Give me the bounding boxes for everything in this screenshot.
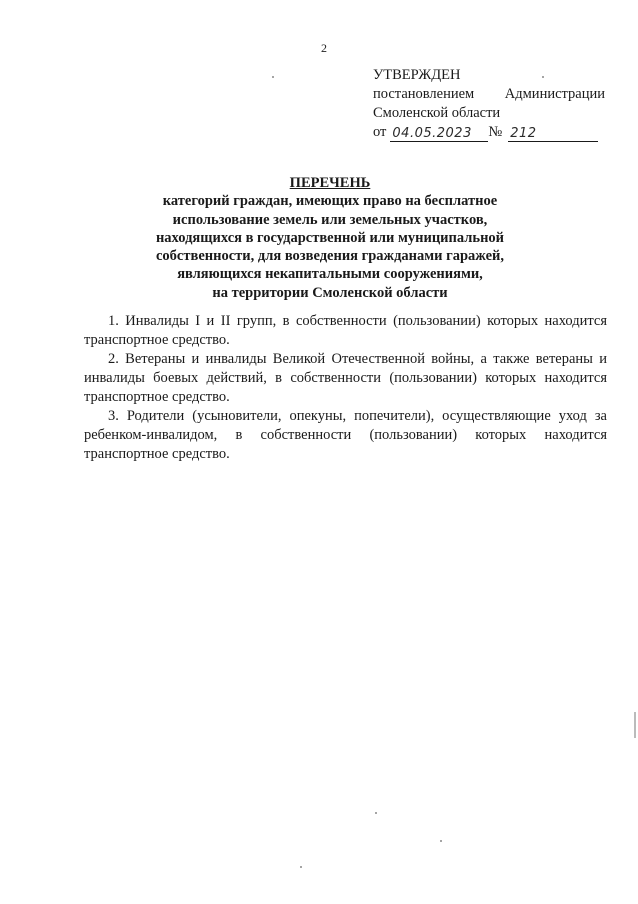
list-item: 2. Ветераны и инвалиды Великой Отечественной войны, а также ветераны и инвалиды боевых действий, в собственности (пользовании) которых находится транспортное средство. [84,351,607,405]
approval-line-1-left: постановлением [373,86,475,102]
approval-title: УТВЕРЖДЕН [373,67,461,83]
approval-line-1 [373,85,605,104]
scan-speck [272,76,274,78]
approval-line-1-right: Администрации [504,86,605,102]
list-item: 1. Инвалиды I и II групп, в собственности (пользовании) которых находится транспортное средство. [84,313,607,348]
scan-speck [375,812,377,814]
subtitle-line: являющихся некапитальными сооружениями, [177,266,483,283]
approval-date-line [373,123,605,142]
number-sign: № [488,124,503,140]
date-prefix: от [373,124,387,140]
document-title: ПЕРЕЧЕНЬ [289,175,371,191]
subtitle-line: на территории Смоленской области [212,284,448,301]
scan-speck [300,866,302,868]
document-heading [60,174,600,302]
approval-line-2: Смоленской области [373,105,501,121]
document-body [84,312,607,464]
handwritten-number: 212 [508,126,598,142]
subtitle-line: находящихся в государственной или муниципальной [155,229,505,246]
list-item: 3. Родители (усыновители, опекуны, попечители), осуществляющие уход за ребенком-инвалидом, в собственности (пользовании) которых находится транспортное средство. [84,408,607,462]
scan-speck [542,76,544,78]
approval-stamp [373,66,605,142]
page-number: 2 [321,41,327,55]
scan-speck [440,840,442,842]
subtitle-line: использование земель или земельных участков, [172,211,488,228]
handwritten-date: 04.05.2023 [390,126,488,142]
subtitle-line: собственности, для возведения гражданами гаражей, [156,248,504,265]
scan-edge-mark [634,712,636,738]
subtitle-line: категорий граждан, имеющих право на бесплатное [162,193,498,210]
